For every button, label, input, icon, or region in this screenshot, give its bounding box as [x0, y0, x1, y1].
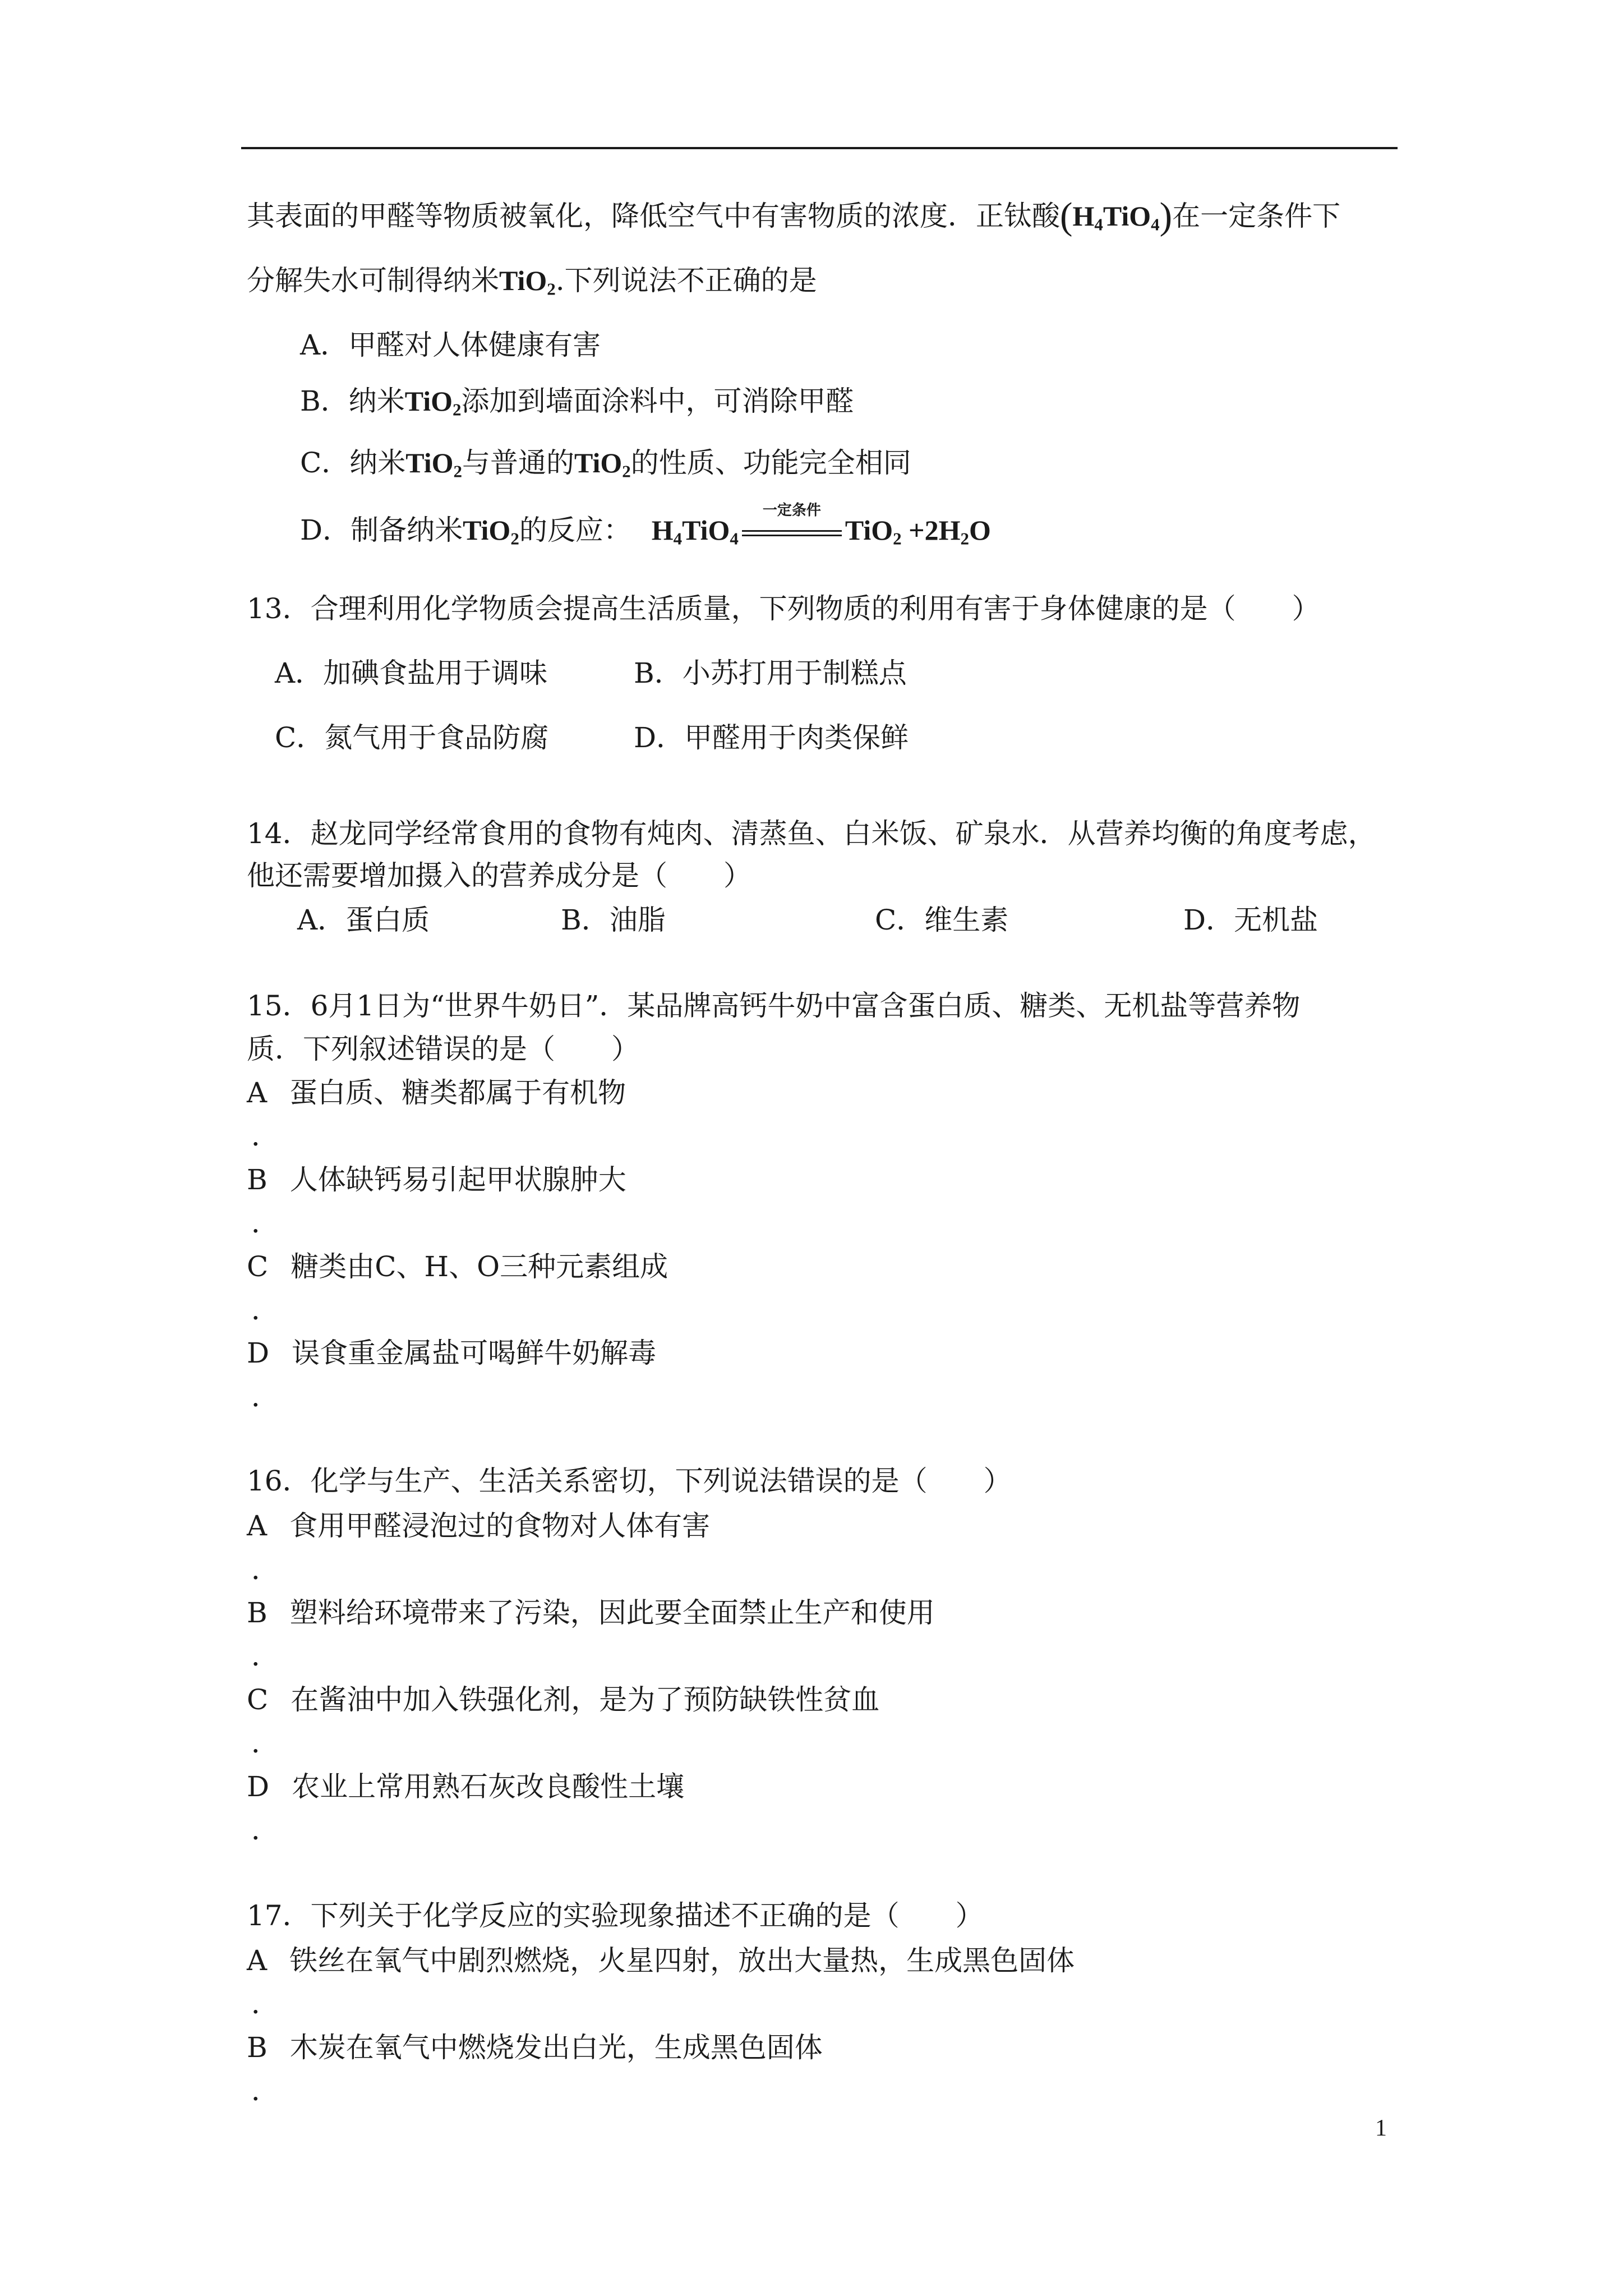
option-text: 铁丝在氧气中剧烈燃烧，火星四射，放出大量热，生成黑色固体 — [289, 1944, 1075, 1977]
condition-arrow — [739, 502, 845, 547]
option-dot: ． — [251, 1120, 279, 1152]
option-letter: A — [247, 1510, 268, 1542]
option-text: 人体缺钙易引起甲状腺肿大 — [289, 1163, 626, 1196]
q12-option-d — [300, 502, 991, 549]
option-dot: ． — [251, 1381, 279, 1413]
q16-option-a — [247, 1509, 710, 1543]
q14-stem-line1 — [247, 817, 1376, 850]
q13-stem — [247, 592, 1320, 625]
q12-option-d-mid: 的反应： — [519, 514, 631, 546]
q14-option-c-text: C．维生素 — [875, 904, 1009, 936]
q13-option-a-text: A．加碘食盐用于调味 — [275, 657, 548, 689]
option-dot: ． — [251, 1987, 279, 2020]
q14-option-b — [561, 903, 666, 937]
q12-option-c-mid: 与普通的 — [462, 447, 574, 479]
q16-stem — [247, 1464, 1012, 1498]
q12-option-d-label: D．制备纳米 — [300, 514, 463, 546]
page-number: 1 — [1375, 2115, 1387, 2141]
q12-option-b-text: 添加到墙面涂料中，可消除甲醛 — [461, 385, 854, 417]
q12-line1 — [247, 195, 1341, 237]
q12-line2-tail: .下列说法不正确的是 — [555, 264, 817, 297]
formula-tio2: TiO$_2$ — [463, 514, 519, 549]
q16-option-b — [247, 1596, 935, 1630]
q12-option-c-text: 的性质、功能完全相同 — [630, 447, 911, 479]
q15-option-b — [247, 1163, 626, 1197]
option-text: 塑料给环境带来了污染，因此要全面禁止生产和使用 — [289, 1596, 935, 1629]
q14-stem-text1: 14．赵龙同学经常食用的食物有炖肉、清蒸鱼、白米饭、矿泉水．从营养均衡的角度考虑， — [247, 817, 1376, 850]
q15-stem-line2 — [247, 1032, 639, 1066]
option-letter: B — [247, 2031, 268, 2064]
option-text: 蛋白质、糖类都属于有机物 — [289, 1076, 626, 1109]
q17-stem — [247, 1899, 984, 1932]
q15-stem-text2: 质．下列叙述错误的是（ ） — [247, 1033, 639, 1065]
q12-option-a — [300, 328, 601, 362]
q13-option-d — [634, 721, 909, 754]
q12-line2-text: 分解失水可制得纳米 — [247, 264, 499, 297]
header-rule — [241, 147, 1398, 149]
q15-option-a — [247, 1076, 626, 1110]
q14-option-c — [875, 903, 1008, 937]
option-letter: C — [247, 1683, 269, 1716]
option-dot: ． — [251, 1640, 279, 1672]
formula-tio2: TiO$_2$ — [404, 385, 462, 420]
option-letter: C — [247, 1250, 269, 1283]
option-letter: A — [247, 1076, 268, 1109]
q17-stem-text: 17．下列关于化学反应的实验现象描述不正确的是（ ） — [247, 1899, 984, 1932]
q14-stem-text2: 他还需要增加摄入的营养成分是（ ） — [247, 859, 751, 892]
option-text: 食用甲醛浸泡过的食物对人体有害 — [289, 1510, 711, 1542]
q12-line1-text: 其表面的甲醛等物质被氧化，降低空气中有害物质的浓度．正钛酸 — [247, 200, 1060, 232]
q13-option-c-text: C．氮气用于食品防腐 — [275, 721, 549, 754]
formula-h4tio4-paren: $(H_4TiO_4)$ — [1060, 195, 1173, 237]
q12-option-a-text: A．甲醛对人体健康有害 — [300, 329, 601, 361]
q13-option-a — [275, 656, 547, 690]
q14-option-b-text: B．油脂 — [561, 904, 666, 936]
q12-option-c — [300, 446, 911, 480]
q13-option-d-text: D．甲醛用于肉类保鲜 — [634, 721, 909, 754]
formula-tio2: TiO$_2$ — [499, 265, 556, 299]
q17-option-b — [247, 2031, 823, 2064]
option-dot: ． — [251, 1294, 279, 1326]
q16-option-c — [247, 1683, 879, 1717]
q13-option-b — [634, 656, 907, 690]
formula-tio2: TiO$_2$ — [405, 447, 462, 481]
q17-option-a — [247, 1944, 1075, 1977]
option-text: 农业上常用熟石灰改良酸性土壤 — [292, 1770, 685, 1803]
option-letter: B — [247, 1163, 268, 1196]
q16-option-d — [247, 1770, 684, 1803]
q12-option-c-label: C．纳米 — [300, 447, 406, 479]
formula-tio2: TiO$_2$ — [574, 447, 631, 481]
q15-option-d — [247, 1336, 656, 1370]
option-dot: ． — [251, 2074, 279, 2107]
q14-option-d-text: D．无机盐 — [1183, 904, 1318, 936]
q15-option-c — [247, 1250, 668, 1283]
reaction-equation: $H_4TiO_4$ 一定条件 $TiO_2 +2H_2O$ — [651, 502, 991, 549]
option-text: 误食重金属盐可喝鲜牛奶解毒 — [292, 1337, 657, 1369]
q14-option-d — [1183, 903, 1318, 937]
option-dot: ． — [251, 1727, 279, 1759]
option-letter: A — [247, 1944, 268, 1977]
q15-stem-text1: 15．6月1日为“世界牛奶日”．某品牌高钙牛奶中富含蛋白质、糖类、无机盐等营养物 — [247, 990, 1301, 1022]
option-text: 在酱油中加入铁强化剂，是为了预防缺铁性贫血 — [291, 1683, 880, 1716]
option-dot: ． — [251, 1553, 279, 1586]
q14-option-a — [297, 903, 430, 937]
option-dot: ． — [251, 1814, 279, 1846]
q16-stem-text: 16．化学与生产、生活关系密切，下列说法错误的是（ ） — [247, 1465, 1012, 1497]
q12-option-b — [300, 384, 854, 418]
option-text: 木炭在氧气中燃烧发出白光，生成黑色固体 — [289, 2031, 823, 2064]
q13-option-b-text: B．小苏打用于制糕点 — [634, 657, 907, 689]
option-text: 糖类由C、H、O三种元素组成 — [291, 1250, 668, 1283]
q13-option-c — [275, 721, 548, 754]
option-letter: B — [247, 1596, 268, 1629]
q14-stem-line2 — [247, 859, 751, 892]
option-letter: D — [247, 1770, 270, 1803]
q13-stem-text: 13．合理利用化学物质会提高生活质量，下列物质的利用有害于身体健康的是（ ） — [247, 592, 1320, 625]
q12-option-b-label: B．纳米 — [300, 385, 405, 417]
q14-option-a-text: A．蛋白质 — [297, 904, 430, 936]
option-letter: D — [247, 1337, 270, 1369]
q12-line2 — [247, 264, 817, 297]
q15-stem-line1 — [247, 989, 1300, 1023]
q12-line1-tail: 在一定条件下 — [1172, 200, 1341, 232]
option-dot: ． — [251, 1207, 279, 1239]
condition-label: 一定条件 — [762, 502, 821, 518]
